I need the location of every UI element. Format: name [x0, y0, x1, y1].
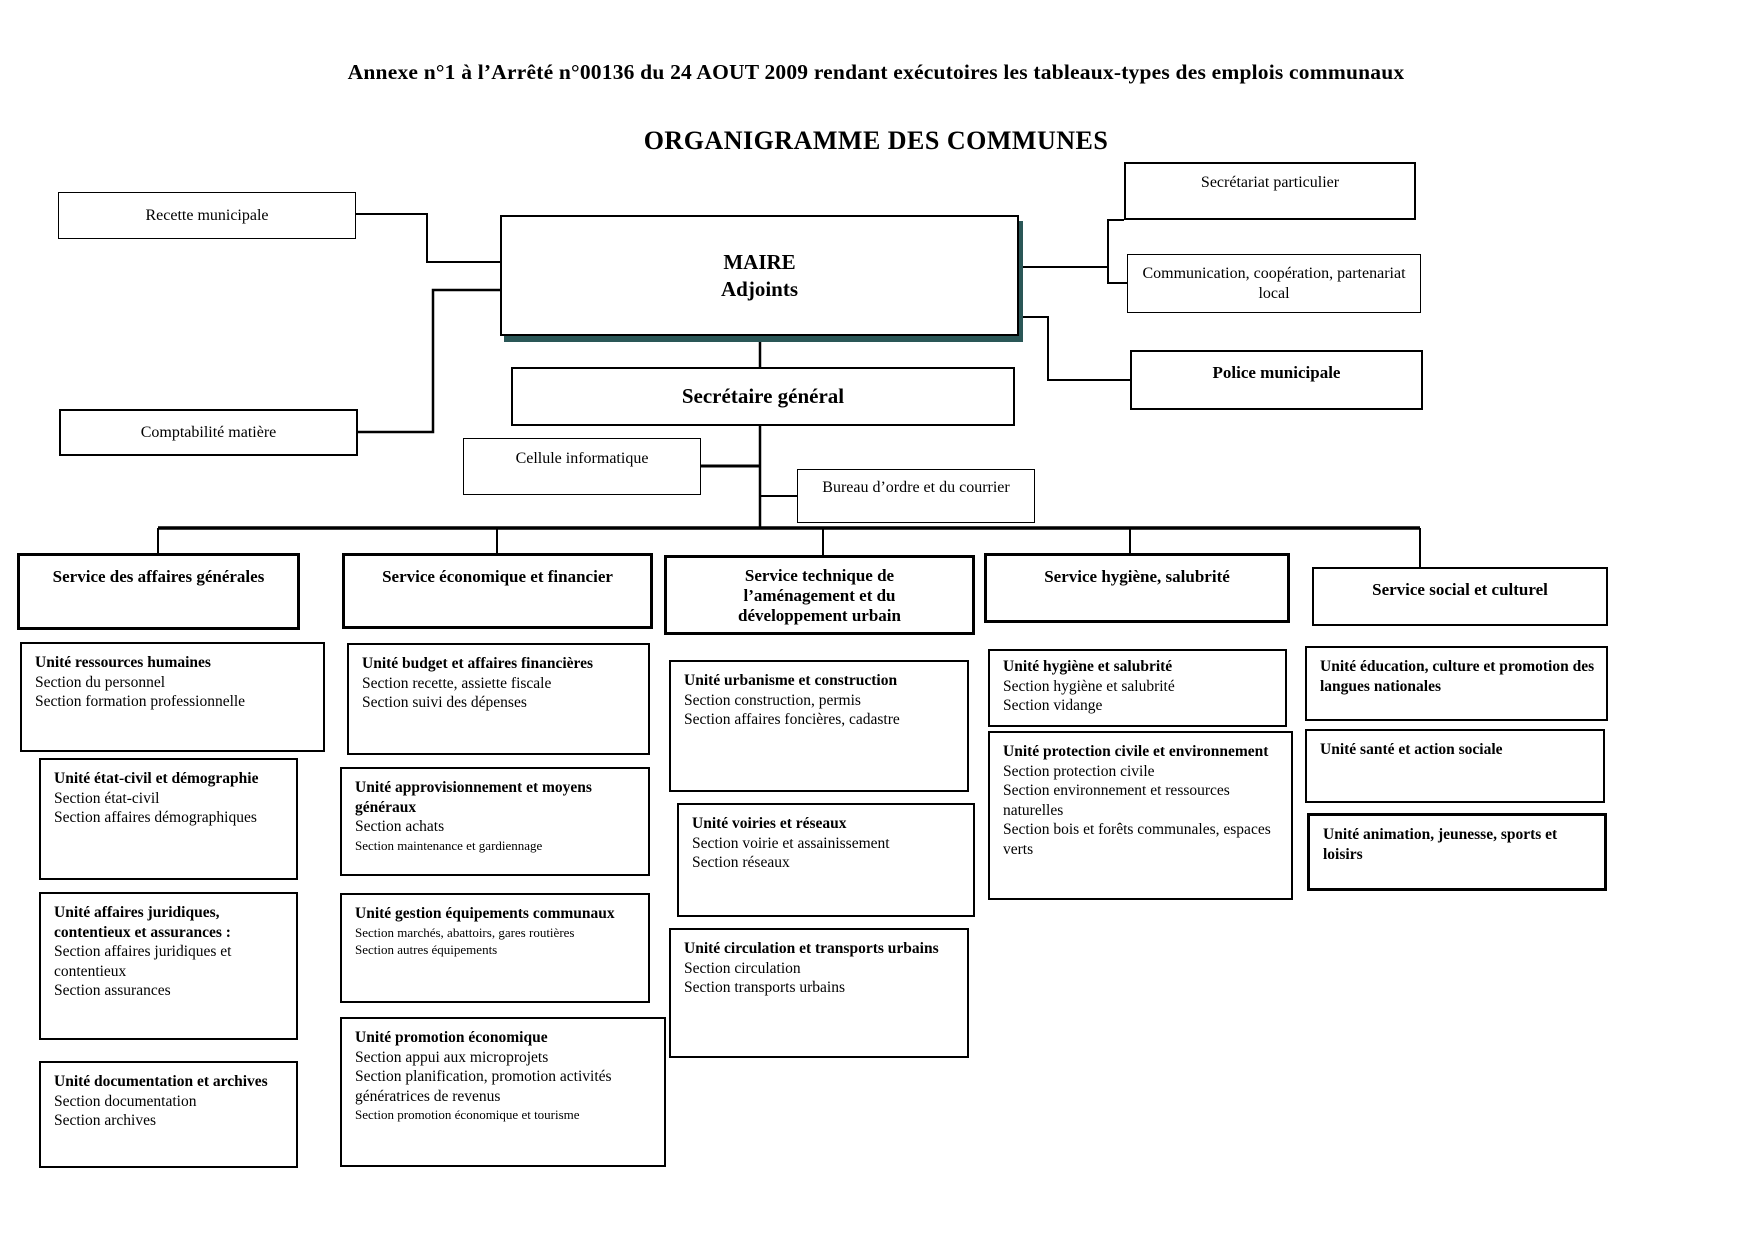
- service-title: Service des affaires générales: [52, 567, 265, 586]
- unit-title: Unité circulation et transports urbains: [684, 940, 939, 957]
- unit-title: Unité budget et affaires financières: [362, 655, 594, 672]
- unit-budget-affaires-financieres: [347, 643, 650, 755]
- service-title: Service économique et financier: [382, 567, 613, 586]
- annexe-title: Annexe n°1 à l’Arrêté n°00136 du 24 AOUT 2009 rendant exécutoires les tableaux-types des emplois communaux: [347, 60, 1405, 84]
- box-secretariat-particulier: [1124, 162, 1416, 220]
- unit-section: Section documentation: [54, 1092, 197, 1110]
- unit-title: Unité documentation et archives: [54, 1073, 268, 1090]
- unit-section: Section affaires juridiques et contentieux: [54, 943, 232, 980]
- box-recette-municipale: [58, 192, 356, 239]
- unit-promotion-economique: [340, 1017, 666, 1167]
- unit-section: Section transports urbains: [684, 979, 846, 996]
- unit-affaires-juridiques: [39, 892, 298, 1040]
- unit-section: Section autres équipements: [355, 941, 498, 957]
- unit-section: Section vidange: [1003, 697, 1103, 714]
- unit-section: Section voirie et assainissement: [692, 834, 890, 852]
- box-secretaire-general: [511, 367, 1015, 426]
- unit-section: Section hygiène et salubrité: [1003, 677, 1175, 695]
- unit-section: Section état-civil: [54, 789, 160, 807]
- service-social-culturel: [1312, 567, 1608, 626]
- unit-section: Section planification, promotion activités génératrices de revenus: [355, 1068, 612, 1105]
- unit-section: Section suivi des dépenses: [362, 694, 527, 711]
- box-bureau-label: Bureau d’ordre et du courrier: [822, 479, 1010, 496]
- unit-section: Section réseaux: [692, 854, 790, 871]
- box-police-label: Police municipale: [1212, 363, 1341, 382]
- maire-box: [500, 215, 1019, 336]
- box-secretariat-label: Secrétariat particulier: [1200, 174, 1340, 191]
- unit-section: Section maintenance et gardiennage: [355, 837, 543, 853]
- unit-section: Section promotion économique et tourisme: [355, 1107, 580, 1122]
- unit-protection-civile-environnement: [988, 731, 1293, 900]
- unit-education-culture-langues: [1305, 646, 1608, 721]
- unit-gestion-equipements-communaux: [340, 893, 650, 1003]
- unit-documentation-archives: [39, 1061, 298, 1168]
- unit-animation-jeunesse-sports: [1307, 813, 1607, 891]
- service-economique-financier: [342, 553, 653, 629]
- box-secretaire-general-label: Secrétaire général: [681, 384, 845, 408]
- unit-urbanisme-construction: [669, 660, 969, 792]
- box-bureau-ordre-courrier: [797, 469, 1035, 523]
- unit-title: Unité santé et action sociale: [1320, 741, 1503, 758]
- unit-section: Section protection civile: [1003, 762, 1155, 780]
- box-police-municipale: [1130, 350, 1423, 410]
- unit-section: Section marchés, abattoirs, gares routières: [355, 924, 575, 940]
- unit-title: Unité hygiène et salubrité: [1003, 658, 1173, 675]
- unit-ressources-humaines: [20, 642, 325, 752]
- unit-section: Section construction, permis: [684, 691, 861, 709]
- box-communication: [1127, 254, 1421, 313]
- unit-section: Section bois et forêts communales, espaces verts: [1003, 821, 1271, 858]
- unit-title: Unité gestion équipements communaux: [355, 905, 615, 922]
- unit-title: Unité éducation, culture et promotion des langues nationales: [1320, 658, 1595, 695]
- maire-label: MAIRE: [723, 249, 796, 274]
- page-title: ORGANIGRAMME DES COMMUNES: [643, 126, 1109, 155]
- unit-title: Unité voiries et réseaux: [692, 815, 847, 832]
- unit-section: Section archives: [54, 1112, 157, 1129]
- unit-section: Section assurances: [54, 982, 171, 999]
- unit-section: Section environnement et ressources naturelles: [1003, 782, 1230, 819]
- unit-title: Unité état-civil et démographie: [54, 770, 259, 787]
- unit-hygiene-salubrite: [988, 649, 1287, 727]
- unit-title: Unité animation, jeunesse, sports et loisirs: [1323, 826, 1558, 863]
- service-technique-urbain: [664, 555, 975, 635]
- service-title: Service social et culturel: [1372, 580, 1548, 599]
- service-hygiene-salubrite: [984, 553, 1290, 623]
- service-title: Service technique de l’aménagement et du développement urbain: [738, 566, 901, 625]
- unit-title: Unité promotion économique: [355, 1029, 548, 1046]
- unit-title: Unité ressources humaines: [35, 654, 211, 671]
- unit-voiries-reseaux: [677, 803, 975, 917]
- box-comptabilite-label: Comptabilité matière: [140, 423, 277, 441]
- box-communication-label: Communication, coopération, partenariat local: [1142, 264, 1406, 302]
- unit-title: Unité urbanisme et construction: [684, 672, 898, 689]
- box-cellule-label: Cellule informatique: [515, 450, 649, 467]
- service-affaires-generales: [17, 553, 300, 630]
- box-recette-label: Recette municipale: [145, 206, 269, 224]
- unit-circulation-transports: [669, 928, 969, 1058]
- box-cellule-informatique: [463, 438, 701, 495]
- adjoints-label: Adjoints: [720, 276, 799, 301]
- unit-section: Section appui aux microprojets: [355, 1048, 549, 1066]
- unit-sante-action-sociale: [1305, 729, 1605, 803]
- unit-section: Section circulation: [684, 959, 801, 977]
- unit-etat-civil-demographie: [39, 758, 298, 880]
- box-comptabilite-matiere: [59, 409, 358, 456]
- unit-section: Section achats: [355, 818, 445, 835]
- unit-section: Section affaires foncières, cadastre: [684, 711, 900, 728]
- service-title: Service hygiène, salubrité: [1044, 567, 1230, 586]
- unit-section: Section formation professionnelle: [35, 693, 246, 710]
- unit-title: Unité affaires juridiques, contentieux et assurances :: [54, 904, 231, 941]
- unit-title: Unité protection civile et environnement: [1003, 743, 1269, 760]
- unit-approvisionnement-moyens-generaux: [340, 767, 650, 876]
- unit-title: Unité approvisionnement et moyens généraux: [355, 779, 592, 816]
- unit-section: Section du personnel: [35, 673, 166, 691]
- unit-section: Section recette, assiette fiscale: [362, 674, 552, 692]
- unit-section: Section affaires démographiques: [54, 809, 257, 826]
